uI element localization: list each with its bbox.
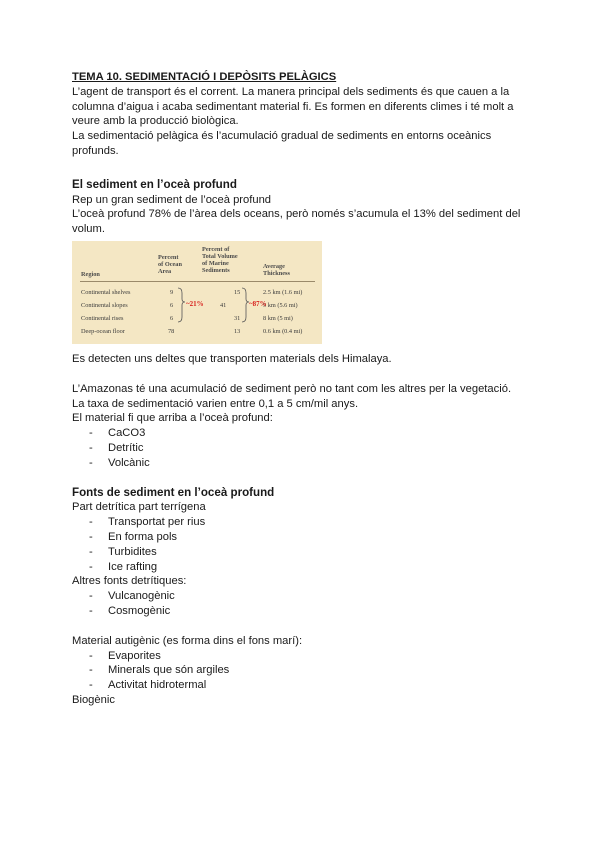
document-page — [72, 70, 532, 708]
table-cell: 13 — [234, 327, 241, 335]
authigenic-list — [72, 649, 532, 693]
list-item: - Activitat hidrotermal — [72, 678, 532, 693]
table-cell: 41 — [220, 301, 227, 309]
table-cell: Continental shelves — [81, 288, 131, 296]
header-area: Percent of Ocean Area — [158, 253, 182, 275]
sediment-table-figure — [72, 241, 322, 344]
section-line: volum. — [72, 223, 105, 236]
delta-line: Es detecten uns deltes que transporten materials dels Himalaya. — [72, 352, 392, 365]
intro-line: La sedimentació pelàgica és l’acumulació gradual de sediments en entorns oceànics — [72, 130, 492, 143]
table-cell: Continental rises — [81, 314, 124, 322]
detrital-list — [72, 589, 532, 619]
table-cell: Deep-ocean floor — [81, 327, 125, 335]
table-cell: 9 km (5.6 mi) — [263, 301, 298, 309]
intro-line: columna d’aigua i acaba sedimentant material fi. Es formen en diferents climes i té molt a — [72, 100, 514, 113]
list-item: - Vulcanogènic — [72, 589, 532, 604]
intro-line: veure amb la producció biològica. — [72, 115, 239, 128]
section-line: Biogènic — [72, 693, 115, 706]
table-cell: 6 — [170, 301, 174, 309]
intro-line: L’agent de transport és el corrent. La manera principal dels sediments és que cauen a la — [72, 85, 510, 98]
section-heading-sources: Fonts de sediment en l’oceà profund — [72, 485, 275, 499]
list-item: - CaCO3 — [72, 426, 532, 441]
list-item: - Ice rafting — [72, 560, 532, 575]
list-item: - Turbidites — [72, 545, 532, 560]
header-thickness: Average Thickness — [263, 262, 290, 277]
paragraph-line: La taxa de sedimentació varien entre 0,1 a 5 cm/mil anys. — [72, 397, 359, 410]
table-cell: 78 — [168, 327, 175, 335]
section-line: Altres fonts detrítiques: — [72, 575, 187, 588]
section-line: L’oceà profund 78% de l’àrea dels oceans, però només s’acumula el 13% del sediment del — [72, 208, 521, 221]
section-line: Material autigènic (es forma dins el fons marí): — [72, 634, 303, 647]
list-item: - Cosmogènic — [72, 604, 532, 619]
list-item: - Minerals que són argiles — [72, 663, 532, 678]
list-item: - Volcànic — [72, 456, 532, 471]
list-item: - Transportat per rius — [72, 515, 532, 530]
table-cell: 6 — [170, 314, 174, 322]
header-region: Region — [81, 270, 100, 278]
terrigenous-list — [72, 515, 532, 574]
list-item: - Detrític — [72, 441, 532, 456]
material-list — [72, 426, 532, 470]
list-item: - En forma pols — [72, 530, 532, 545]
table-cell: Continental slopes — [81, 301, 128, 309]
section-heading-deep-sediment: El sediment en l’oceà profund — [72, 177, 237, 191]
table-cell: 2.5 km (1.6 mi) — [263, 288, 303, 296]
section-line: Part detrítica part terrígena — [72, 501, 206, 514]
area-annotation: ~21% — [186, 299, 204, 308]
section-line: Rep un gran sediment de l’oceà profund — [72, 193, 272, 206]
table-cell: 15 — [234, 288, 241, 296]
table-cell: 0.6 km (0.4 mi) — [263, 327, 303, 335]
brace-annotations — [72, 241, 322, 344]
table-cell: 31 — [234, 314, 241, 322]
table-cell: 9 — [170, 288, 174, 296]
paragraph-line: El material fi que arriba a l’oceà profund: — [72, 412, 273, 425]
paragraph-line: L’Amazonas té una acumulació de sediment però no tant com les altres per la vegetació. — [72, 382, 512, 395]
header-volume: Percent of Total Volume of Marine Sediments — [202, 245, 238, 274]
list-item: - Evaporites — [72, 649, 532, 664]
document-title: TEMA 10. SEDIMENTACIÓ I DEPÒSITS PELÀGICS — [72, 71, 337, 83]
volume-annotation: ~87% — [249, 299, 267, 308]
table-cell: 8 km (5 mi) — [263, 314, 293, 322]
intro-line: profunds. — [72, 144, 119, 157]
